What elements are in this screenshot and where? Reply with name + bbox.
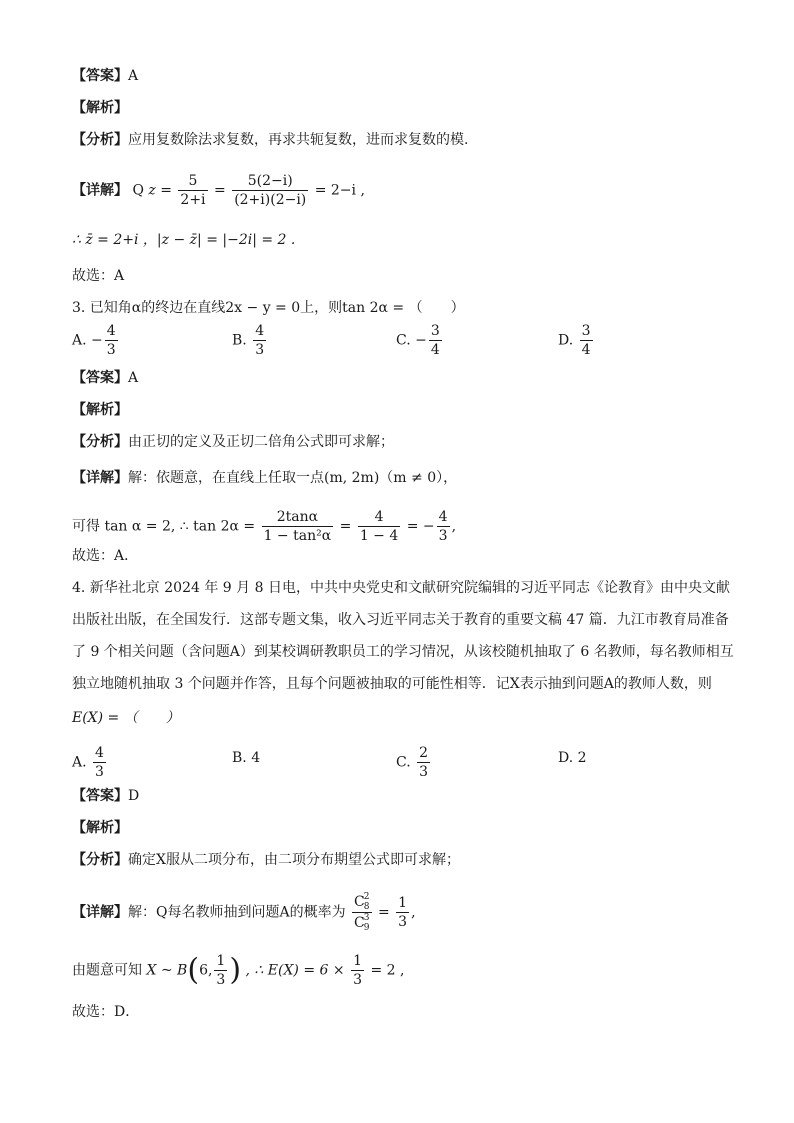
fraction: $\frac{4}{3}$: [255, 323, 265, 358]
fraction: $\frac{3}{4}$: [430, 323, 440, 358]
fraction: $\frac{5}{2+i}$: [180, 173, 206, 208]
equals: =: [214, 182, 226, 199]
var-z: z: [148, 182, 156, 199]
q4-option-c: C. $\frac{2}{3}$: [396, 745, 429, 780]
detail-tag: 【详解】: [72, 470, 128, 486]
q4-stem-5: E(X) = （ ）: [72, 710, 180, 726]
q2-line2: [72, 230, 295, 250]
fraction: $\frac{1}{3}$: [216, 953, 226, 988]
q4-option-b: B. 4: [232, 750, 261, 766]
equals-negative: = −: [406, 518, 435, 535]
q4-stem-3: 了 9 个相关问题（含问题A）到某校调研教职员工的学习情况，从该校随机抽取了 6 名教师，每名教师相互: [72, 644, 734, 660]
fenxi-text: 由正切的定义及正切二倍角公式即可求解；: [128, 434, 394, 450]
q4-choose: [72, 1002, 139, 1022]
equals: =: [377, 904, 390, 921]
analysis-tag: 【解析】: [72, 100, 128, 116]
q2-answer-line: [72, 66, 138, 86]
analysis-tag: 【解析】: [72, 820, 128, 836]
fenxi-text: 确定X服从二项分布，由二项分布期望公式即可求解；: [128, 852, 460, 868]
q3-option-c: C. − $\frac{3}{4}$: [396, 323, 440, 358]
fenxi-tag: 【分析】: [72, 132, 128, 148]
fraction: $\frac{3}{4}$: [581, 323, 591, 358]
q4-stem-1: 4. 新华社北京 2024 年 9 月 8 日电，中共中央党史和文献研究院编辑的习近平同志《论教育》由中央文献: [72, 580, 730, 596]
q2-analysis-line: [72, 98, 128, 118]
combination-fraction: C 2 8 C 3 9: [354, 892, 370, 933]
q2-detail-line: [72, 172, 365, 209]
fraction: $\frac{4}{3}$: [438, 509, 448, 544]
q3-detail-line: [72, 468, 457, 488]
equals: =: [339, 518, 352, 535]
conjugate-modulus: ∴ z̄ = 2+i ，|z − z̄| = |−2i| = 2 .: [72, 232, 296, 248]
because-symbol: Q: [132, 182, 144, 199]
answer-tag: 【答案】: [72, 370, 128, 386]
q4-analysis-line: [72, 818, 128, 838]
choose-text: 故选：A．: [72, 548, 139, 564]
line-lead: 由题意可知: [72, 962, 142, 979]
answer-value: A: [128, 68, 139, 84]
fraction: $\frac{1}{3}$: [353, 953, 362, 988]
result: = 2−i ,: [314, 182, 365, 199]
fenxi-text: 应用复数除法求复数，再求共轭复数，进而求复数的模.: [128, 132, 469, 148]
fenxi-tag: 【分析】: [72, 852, 128, 868]
question-stem: 3. 已知角α的终边在直线2x − y = 0上，则tan 2α = （ ）: [72, 300, 465, 316]
q3-option-b: B. $\frac{4}{3}$: [232, 323, 265, 358]
fraction: $\frac{4}{3}$: [95, 745, 104, 780]
fenxi-tag: 【分析】: [72, 434, 128, 450]
fraction: $\frac{5(2-i)}{(2+i)(2-i)}$: [234, 173, 307, 208]
q3-choose: [72, 546, 138, 566]
detail-tag: 【详解】: [72, 904, 128, 921]
fraction: $\frac{1}{3}$: [398, 895, 408, 930]
q4-answer-line: [72, 786, 139, 806]
fraction: $\frac{4}{1 - 4}$: [359, 509, 399, 544]
fraction: $\frac{4}{3}$: [106, 323, 116, 358]
answer-value: D: [128, 788, 140, 804]
choose-text: 故选：D．: [72, 1004, 140, 1020]
q2-fenxi-line: [72, 130, 468, 150]
q2-choose: [72, 266, 124, 286]
expectation: , ∴ E(X) = 6 ×: [245, 962, 345, 979]
detail-text: 解：Q每名教师抽到问题A的概率为: [128, 904, 346, 921]
analysis-tag: 【解析】: [72, 402, 128, 418]
choose-text: 故选：A: [72, 268, 125, 284]
detail-text: 解：依题意，在直线上任取一点(m, 2m)（m ≠ 0），: [128, 470, 458, 486]
line-lead: 可得 tan α = 2, ∴ tan 2α =: [72, 518, 256, 535]
q4-option-a: A. $\frac{4}{3}$: [72, 745, 104, 780]
fraction: $\frac{2\tan\alpha}{\text{1 − tan²α}}$: [263, 509, 332, 544]
q3-option-d: D. $\frac{3}{4}$: [558, 323, 591, 358]
q3-analysis-line: [72, 400, 128, 420]
q3-option-a: A. − $\frac{4}{3}$: [72, 323, 116, 358]
q3-stem: [72, 298, 465, 318]
answer-value: A: [128, 370, 139, 386]
q4-option-d: D. 2: [558, 750, 587, 766]
answer-tag: 【答案】: [72, 788, 128, 804]
q4-stem-4: 独立地随机抽取 3 个问题并作答，且每个问题被抽取的可能性相等．记X表示抽到问题A的教师人数，则: [72, 676, 712, 692]
q3-line2: 可得 tan α = 2, ∴ tan 2α = $\frac{2\tan\alpha}{\text{1 − tan²α}}$ = $\frac{4}{1 - 4}$ = − $\frac{4}{3}$ ,: [72, 509, 457, 544]
q3-fenxi-line: [72, 432, 394, 452]
q4-stem-2: 出版社出版，在全国发行．这部专题文集，收入习近平同志关于教育的重要文稿 47 篇．九江市教育局准备: [72, 612, 729, 628]
binomial-dist: X ~ B: [146, 962, 188, 979]
fraction: $\frac{2}{3}$: [419, 745, 429, 780]
q4-line2: 由题意可知 X ~ B(6, $\frac{1}{3}$ ) , ∴ E(X) = 6 × $\frac{1}{3}$ = 2 ,: [72, 952, 405, 988]
answer-tag: 【答案】: [72, 68, 128, 84]
detail-tag: 【详解】: [72, 182, 128, 199]
q3-answer-line: [72, 368, 138, 388]
q4-detail-line: 【详解】解：Q每名教师抽到问题A的概率为 C 2 8 C 3 9 = $\frac{1}{3}$ ,: [72, 892, 416, 933]
q4-fenxi-line: [72, 850, 460, 870]
equals: =: [160, 182, 172, 199]
